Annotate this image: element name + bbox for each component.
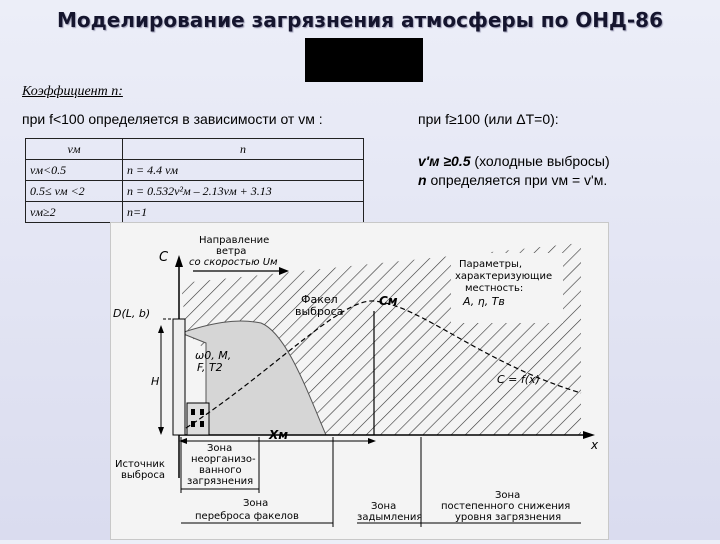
zone4-label-1: Зона	[495, 490, 521, 501]
zone1-label-3: ванного	[199, 465, 242, 476]
table-cell: n=1	[123, 202, 364, 223]
height-label: H	[151, 375, 160, 388]
table-row	[26, 181, 364, 202]
wind-label-1: Направление	[199, 235, 270, 246]
height-arrow-bottom	[158, 427, 164, 435]
zone1-label-1: Зона	[207, 443, 233, 454]
source-caption-1: Источник	[115, 459, 165, 470]
condition-f-lt-100: при f<100 определяется в зависимости от vм :	[22, 111, 323, 127]
table-cell: vм≥2	[26, 202, 123, 223]
zone1-label-2: неорганизо-	[191, 454, 256, 465]
pollution-diagram	[110, 222, 609, 540]
source-caption-2: выброса	[121, 470, 166, 481]
emission-params-2: F, T2	[197, 361, 223, 374]
emission-params-1: ω0, M,	[195, 349, 232, 362]
building-window	[200, 409, 204, 415]
condition-f-ge-100: при f≥100 (или ΔT=0):	[418, 111, 559, 127]
axis-c-label: C	[159, 250, 169, 265]
source-building	[187, 403, 209, 435]
table-cell: n = 0.532v²м – 2.13vм + 3.13	[123, 181, 364, 202]
chimney	[173, 319, 185, 435]
table-row	[26, 160, 364, 181]
table-cell: 0.5≤ vм <2	[26, 181, 123, 202]
note-n-symbol: n	[418, 172, 427, 188]
height-arrow-top	[158, 325, 164, 333]
table-header-vm: vм	[26, 139, 123, 160]
zone4-label-2: постепенного снижения	[441, 501, 571, 512]
terrain-params-2: характеризующие	[455, 271, 553, 282]
zone2-label-1: Зона	[243, 498, 269, 509]
cold-emission-note	[418, 152, 610, 190]
building-window	[200, 421, 204, 427]
plume-label-2: выброса	[295, 305, 344, 318]
wind-label-3: со скоростью Uм	[189, 257, 278, 268]
axis-x-label: x	[591, 438, 599, 452]
redacted-block	[305, 38, 423, 82]
terrain-params-4: A, η, Tв	[463, 295, 505, 308]
zone4-label-3: уровня загрязнения	[455, 512, 562, 523]
table-header-row	[26, 139, 364, 160]
terrain-params-3: местность:	[465, 283, 524, 294]
zone1-label-4: загрязнения	[187, 476, 254, 487]
zone3-label-2: задымления	[357, 512, 423, 523]
xm-arrow-right	[368, 438, 376, 444]
coefficient-heading: Коэффициент n:	[22, 84, 123, 99]
note-n-rule: определяется при vм = v'м.	[426, 172, 608, 188]
page-title: Моделирование загрязнения атмосферы по ОНД-86	[57, 8, 663, 32]
table-row	[26, 202, 364, 223]
plume-label-1: Факел	[301, 293, 338, 306]
curve-label: C = f(x)	[497, 373, 540, 386]
zone2-label-2: переброса факелов	[195, 511, 299, 522]
n-coefficient-table	[25, 138, 364, 223]
cm-label: Cм	[379, 294, 398, 308]
note-cold-text: (холодные выбросы)	[470, 153, 610, 169]
note-vm-condition: v'м ≥0.5	[418, 153, 471, 169]
terrain-params-1: Параметры,	[459, 259, 523, 270]
source-coord-label: D(L, b)	[113, 307, 151, 320]
xm-label: Xм	[269, 428, 289, 442]
c-axis-arrow	[175, 255, 183, 267]
xm-arrow-left	[179, 438, 187, 444]
table-cell: vм<0.5	[26, 160, 123, 181]
zone3-label-1: Зона	[371, 501, 397, 512]
wind-label-2: ветра	[216, 246, 247, 257]
table-cell: n = 4.4 vм	[123, 160, 364, 181]
table-header-n: n	[123, 139, 364, 160]
building-window	[191, 409, 195, 415]
